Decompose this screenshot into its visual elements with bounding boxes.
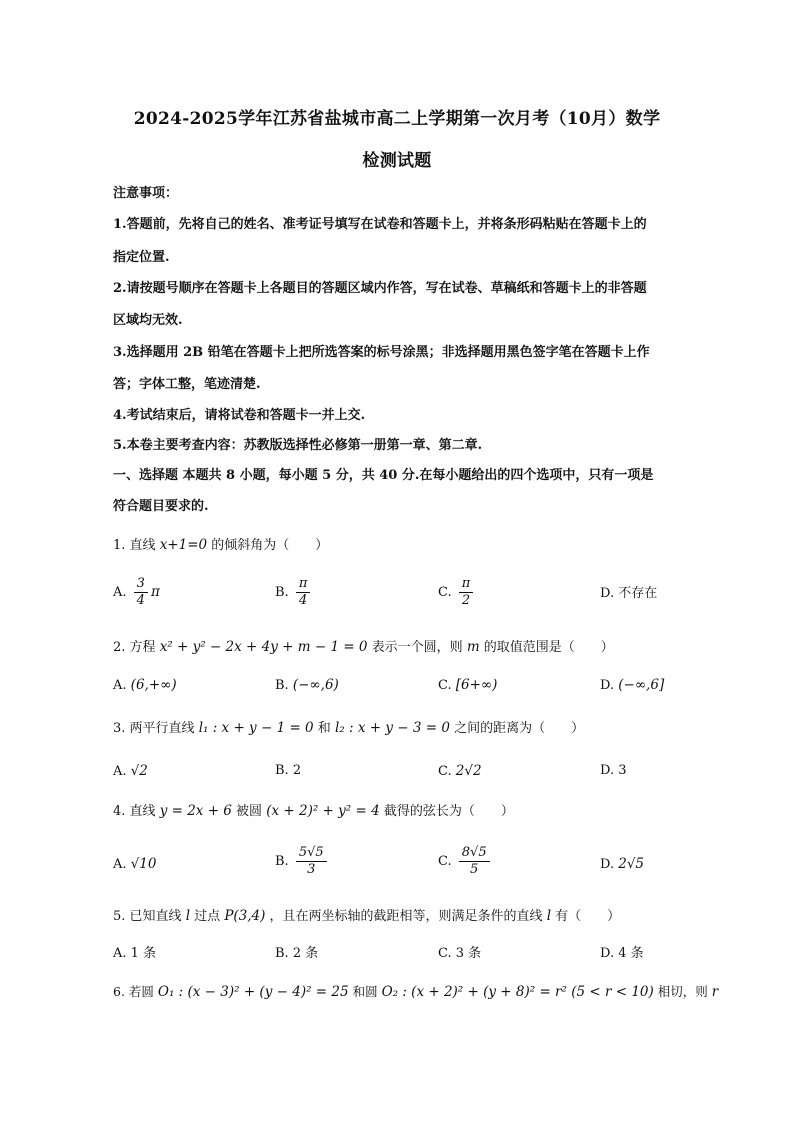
option-label: C. (438, 585, 452, 600)
section-heading-line1: 一、选择题 本题共 8 小题，每小题 5 分，共 40 分.在每小题给出的四个选项中，只有一项是 (113, 468, 654, 483)
option-math: √2 (130, 763, 148, 779)
fraction-numerator: 8√5 (459, 845, 490, 862)
question-2-text-c: 的取值范围是（ ） (483, 640, 614, 655)
question-4-math2: (x + 2)² + y² = 4 (266, 803, 380, 819)
option-label: A. (113, 946, 127, 961)
option-text: 3 (618, 763, 627, 778)
question-4-option-d (600, 854, 644, 875)
question-5-text-b: 过点 (194, 909, 221, 924)
question-5-text-c: ，且在两坐标轴的截距相等，则满足条件的直线 (269, 909, 543, 924)
question-6-text-a: 6. 若圆 (113, 984, 154, 999)
exam-title-line2: 检测试题 (362, 151, 432, 171)
question-3-option-a (113, 761, 148, 782)
fraction-denominator: 4 (298, 593, 308, 608)
question-3-text-b: 和 (317, 721, 331, 736)
option-math: √10 (130, 856, 157, 872)
fraction-numerator: 5√5 (296, 845, 327, 862)
question-5-text-a: 5. 已知直线 (113, 909, 182, 924)
option-label: B. (275, 678, 289, 693)
option-label: C. (438, 946, 452, 961)
question-4-text-c: 截得的弦长为（ ） (383, 804, 514, 819)
question-4-option-c (438, 845, 493, 878)
question-4-text-b: 被圆 (236, 804, 263, 819)
question-5-option-b (275, 944, 318, 964)
option-math: 2√2 (455, 763, 482, 779)
notice-item-1-line2: 指定位置. (113, 250, 170, 265)
notice-item-3-line2: 答；字体工整，笔迹清楚. (113, 377, 261, 392)
question-4-text-a: 4. 直线 (113, 804, 156, 819)
question-4-stem (113, 801, 514, 822)
option-label: D. (600, 763, 615, 778)
option-math: [6+∞) (455, 677, 498, 693)
fraction (459, 576, 474, 609)
question-3-option-c (438, 761, 482, 782)
option-label: B. (275, 585, 289, 600)
option-math-tail: π (150, 584, 160, 600)
question-6-math3: r (711, 984, 719, 1000)
question-4-math: y = 2x + 6 (159, 803, 232, 819)
notice-heading: 注意事项： (113, 186, 179, 201)
fraction-denominator: 3 (307, 862, 316, 877)
question-2-option-a (113, 675, 177, 696)
question-1-stem (113, 535, 328, 556)
fraction-numerator: 3 (134, 576, 148, 593)
notice-item-1-line1: 1.答题前，先将自己的姓名、准考证号填写在试卷和答题卡上，并将条形码粘贴在答题卡上的 (113, 217, 647, 232)
question-5-math: l (185, 908, 191, 924)
question-3-text-a: 3. 两平行直线 (113, 721, 195, 736)
option-label: A. (113, 764, 127, 779)
question-6-stem (113, 982, 718, 1002)
option-math: 2√5 (618, 856, 645, 872)
fraction (296, 845, 327, 878)
option-text: 2 (292, 763, 302, 778)
question-5-stem (113, 906, 620, 927)
notice-item-2-line1: 2.请按题号顺序在答题卡上各题目的答题区域内作答，写在试卷、草稿纸和答题卡上的非答题 (113, 281, 647, 296)
option-math: (−∞,6) (292, 677, 339, 693)
question-1-text-a: 1. 直线 (113, 538, 156, 553)
question-3-option-d (600, 761, 627, 781)
option-label: D. (600, 946, 615, 961)
question-1-option-a (113, 576, 160, 609)
question-2-text-a: 2. 方程 (113, 640, 156, 655)
option-label: D. (600, 857, 615, 872)
fraction (459, 845, 490, 878)
question-5-math2: P(3,4) (224, 908, 266, 924)
option-label: B. (275, 946, 289, 961)
notice-item-4: 4.考试结束后，请将试卷和答题卡一并上交. (113, 408, 366, 423)
option-math: (−∞,6] (618, 677, 665, 693)
question-6-text-c: 相切，则 (657, 984, 708, 999)
question-4-option-a (113, 854, 156, 875)
option-label: D. (600, 586, 615, 601)
question-2-text-b: 表示一个圆，则 (371, 640, 463, 655)
option-label: D. (600, 678, 615, 693)
option-label: A. (113, 678, 127, 693)
fraction-numerator: π (296, 576, 311, 593)
option-text: 不存在 (618, 586, 658, 601)
question-3-math: l₁ : x + y − 1 = 0 (198, 720, 314, 736)
option-label: C. (438, 764, 452, 779)
question-1-math: x+1=0 (159, 537, 208, 553)
question-6-math2: O₂ : (x + 2)² + (y + 8)² = r² (5 < r < 10) (381, 984, 654, 1000)
notice-item-3-line1: 3.选择题用 2B 铅笔在答题卡上把所选答案的标号涂黑；非选择题用黑色签字笔在答题卡上作 (113, 345, 650, 360)
option-label: A. (113, 857, 127, 872)
question-3-math2: l₂ : x + y − 3 = 0 (334, 720, 450, 736)
fraction (134, 576, 148, 609)
question-3-text-c: 之间的距离为（ ） (454, 721, 585, 736)
question-2-option-c (438, 675, 497, 696)
question-5-text-d: 有（ ） (555, 909, 621, 924)
option-math: (6,+∞) (130, 677, 177, 693)
question-6-text-b: 和圆 (352, 984, 378, 999)
question-4-option-b (275, 845, 330, 878)
question-3-option-b (275, 761, 301, 781)
option-label: B. (275, 763, 289, 778)
section-heading-line2: 符合题目要求的. (113, 499, 209, 514)
question-1-option-b (275, 576, 313, 609)
option-text: 2 条 (292, 946, 319, 961)
option-label: B. (275, 854, 289, 869)
question-1-text-b: 的倾斜角为（ ） (211, 538, 329, 553)
question-2-option-d (600, 675, 664, 696)
option-label: C. (438, 678, 452, 693)
question-5-option-c (438, 944, 481, 964)
fraction-denominator: 5 (470, 862, 479, 877)
option-label: C. (438, 854, 452, 869)
question-5-option-a (113, 944, 156, 964)
fraction (296, 576, 311, 609)
question-2-math2: m (466, 639, 480, 655)
question-6-math: O₁ : (x − 3)² + (y − 4)² = 25 (157, 984, 349, 1000)
fraction-denominator: 4 (136, 593, 145, 608)
question-3-stem (113, 718, 584, 739)
question-2-option-b (275, 675, 339, 696)
question-5-option-d (600, 944, 644, 964)
option-label: A. (113, 585, 127, 600)
question-2-math: x² + y² − 2x + 4y + m − 1 = 0 (159, 639, 368, 655)
question-2-stem (113, 637, 614, 658)
notice-item-5: 5.本卷主要考查内容：苏教版选择性必修第一册第一章、第二章. (113, 438, 483, 453)
option-text: 3 条 (455, 946, 482, 961)
question-5-math3: l (546, 908, 552, 924)
notice-item-2-line2: 区域均无效. (113, 313, 183, 328)
fraction-numerator: π (459, 576, 474, 593)
option-text: 1 条 (130, 946, 157, 961)
question-1-option-c (438, 576, 476, 609)
question-1-option-d (600, 584, 657, 604)
option-text: 4 条 (618, 946, 644, 961)
fraction-denominator: 2 (461, 593, 471, 608)
exam-title-line1: 2024-2025学年江苏省盐城市高二上学期第一次月考（10月）数学 (133, 109, 661, 129)
